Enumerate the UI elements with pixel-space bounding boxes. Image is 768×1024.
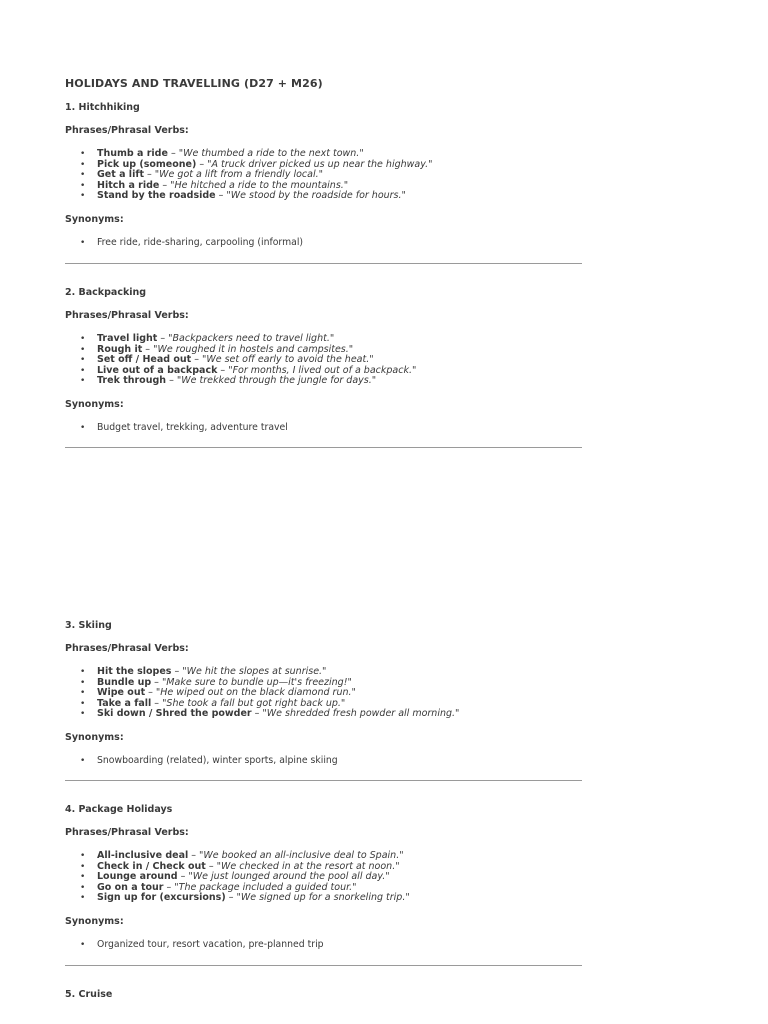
list-item: • Live out of a backpack – "For months, I lived out of a backpack.": [65, 366, 582, 377]
phrases-label: Phrases/Phrasal Verbs:: [65, 827, 189, 838]
phrase-example: "He wiped out on the black diamond run.": [155, 687, 356, 699]
list-item: • Take a fall – "She took a fall but got right back up.": [65, 699, 582, 710]
list-item: • Snowboarding (related), winter sports, alpine skiing: [65, 756, 582, 767]
list-item: • Check in / Check out – "We checked in at the resort at noon.": [65, 862, 582, 873]
phrases-list: [65, 667, 582, 720]
phrases-list: [65, 851, 582, 904]
section-heading: 3. Skiing: [65, 620, 112, 631]
list-item: • Travel light – "Backpackers need to travel light.": [65, 334, 582, 345]
section-cruise: [65, 989, 582, 1001]
phrases-list: [65, 334, 582, 387]
section-heading: 5. Cruise: [65, 989, 113, 1000]
list-item: • Sign up for (excursions) – "We signed up for a snorkeling trip.": [65, 893, 582, 904]
list-item: • Budget travel, trekking, adventure travel: [65, 423, 582, 434]
synonyms-list: [65, 940, 582, 951]
phrase-term: Set off / Head out: [97, 354, 192, 366]
synonyms-label: Synonyms:: [65, 398, 124, 410]
list-item: • Get a lift – "We got a lift from a friendly local.": [65, 170, 582, 181]
section-hitchhiking: [65, 102, 582, 249]
list-item: • Stand by the roadside – "We stood by the roadside for hours.": [65, 191, 582, 202]
document-title: HOLIDAYS AND TRAVELLING (D27 + M26): [65, 77, 323, 90]
phrase-example: "We set off early to avoid the heat.": [201, 354, 374, 366]
phrase-term: Stand by the roadside: [97, 190, 216, 202]
section-package-holidays: [65, 804, 582, 951]
phrase-example: "The package included a guided tour.": [174, 881, 357, 893]
phrase-term: Ski down / Shred the powder: [97, 708, 252, 720]
phrases-list: [65, 149, 582, 202]
phrase-example: "We signed up for a snorkeling trip.": [236, 892, 410, 904]
synonyms-list: [65, 756, 582, 767]
phrase-term: Travel light: [97, 333, 158, 344]
phrase-term: Go on a tour: [97, 881, 164, 893]
phrase-term: Take a fall: [97, 697, 152, 709]
list-item: • Wipe out – "He wiped out on the black diamond run.": [65, 688, 582, 699]
phrase-term: Hitch a ride: [97, 179, 160, 191]
phrase-example: "We shredded fresh powder all morning.": [262, 708, 460, 720]
list-item: • Bundle up – "Make sure to bundle up—it's freezing!": [65, 678, 582, 689]
phrase-example: "We booked an all-inclusive deal to Spain.": [199, 850, 404, 861]
phrase-example: "Make sure to bundle up—it's freezing!": [161, 676, 352, 688]
phrase-example: "He hitched a ride to the mountains.": [170, 179, 349, 191]
section-heading: 4. Package Holidays: [65, 804, 173, 815]
phrase-term: Lounge around: [97, 871, 178, 883]
section-divider: [65, 780, 582, 781]
phrase-example: "For months, I lived out of a backpack.": [228, 364, 417, 376]
list-item: • Pick up (someone) – "A truck driver picked us up near the highway.": [65, 160, 582, 171]
section-heading: 2. Backpacking: [65, 287, 147, 298]
list-item: • Thumb a ride – "We thumbed a ride to the next town.": [65, 149, 582, 160]
list-item: • Trek through – "We trekked through the jungle for days.": [65, 376, 582, 387]
synonyms-list: [65, 238, 582, 249]
section-divider: [65, 447, 582, 448]
section-divider: [65, 965, 582, 966]
phrase-term: Wipe out: [97, 687, 146, 699]
synonyms-label: Synonyms:: [65, 731, 124, 743]
section-heading: 1. Hitchhiking: [65, 102, 140, 113]
phrase-example: "Backpackers need to travel light.": [168, 333, 335, 344]
section-skiing: [65, 620, 582, 767]
phrase-term: Get a lift: [97, 169, 144, 181]
phrase-example: "We got a lift from a friendly local.": [154, 169, 323, 181]
phrase-term: Check in / Check out: [97, 860, 206, 872]
phrase-term: Thumb a ride: [97, 148, 168, 159]
section-divider: [65, 263, 582, 264]
list-item: • Rough it – "We roughed it in hostels and campsites.": [65, 345, 582, 356]
phrase-term: Pick up (someone): [97, 158, 197, 170]
phrase-example: "We hit the slopes at sunrise.": [182, 666, 327, 677]
list-item: • All-inclusive deal – "We booked an all-inclusive deal to Spain.": [65, 851, 582, 862]
phrase-term: All-inclusive deal: [97, 850, 189, 861]
synonyms-list: [65, 423, 582, 434]
phrase-term: Hit the slopes: [97, 666, 172, 677]
phrase-example: "We checked in at the resort at noon.": [216, 860, 400, 872]
synonyms-label: Synonyms:: [65, 213, 124, 225]
phrase-term: Sign up for (excursions): [97, 892, 226, 904]
list-item: • Go on a tour – "The package included a guided tour.": [65, 883, 582, 894]
phrase-term: Bundle up: [97, 676, 152, 688]
list-item: • Hitch a ride – "He hitched a ride to the mountains.": [65, 181, 582, 192]
list-item: • Free ride, ride-sharing, carpooling (informal): [65, 238, 582, 249]
phrases-label: Phrases/Phrasal Verbs:: [65, 643, 189, 654]
phrase-example: "We roughed it in hostels and campsites.": [153, 343, 354, 355]
phrase-example: "We stood by the roadside for hours.": [226, 190, 406, 202]
phrases-label: Phrases/Phrasal Verbs:: [65, 310, 189, 321]
phrase-example: "We thumbed a ride to the next town.": [178, 148, 364, 159]
list-item: • Lounge around – "We just lounged around the pool all day.": [65, 872, 582, 883]
phrase-term: Rough it: [97, 343, 143, 355]
phrase-example: "She took a fall but got right back up.": [162, 697, 346, 709]
list-item: • Set off / Head out – "We set off early to avoid the heat.": [65, 355, 582, 366]
list-item: • Organized tour, resort vacation, pre-planned trip: [65, 940, 582, 951]
phrase-example: "A truck driver picked us up near the highway.": [207, 158, 433, 170]
phrase-example: "We just lounged around the pool all day.": [188, 871, 390, 883]
list-item: • Hit the slopes – "We hit the slopes at sunrise.": [65, 667, 582, 678]
phrase-example: "We trekked through the jungle for days.": [176, 375, 377, 387]
synonyms-label: Synonyms:: [65, 915, 124, 927]
phrase-term: Live out of a backpack: [97, 364, 218, 376]
phrases-label: Phrases/Phrasal Verbs:: [65, 125, 189, 136]
list-item: • Ski down / Shred the powder – "We shredded fresh powder all morning.": [65, 709, 582, 720]
section-backpacking: [65, 287, 582, 434]
phrase-term: Trek through: [97, 375, 167, 387]
